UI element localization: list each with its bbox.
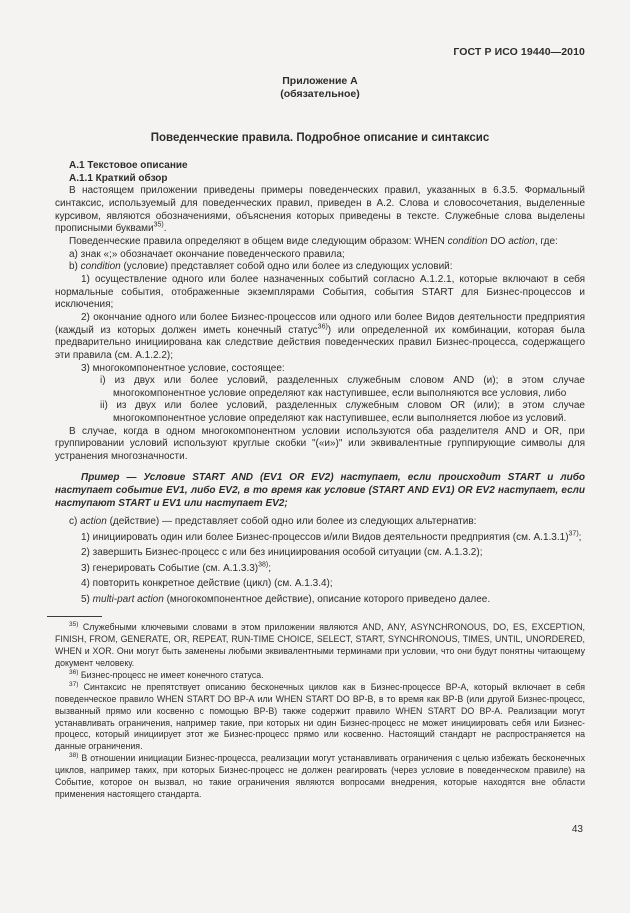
appendix-subtitle: (обязательное) — [280, 88, 360, 100]
footnote-38: $^{38)}$ В отношении инициации Бизнес-процесса, реализации могут устанавливать ограничения с целью избежать бесконечных циклов, например таких, при которых Бизнес-процесс не должен реагировать (через условие в поведенческом правиле) на Событие, которое он вызвал, но такие ограничения являются вопросами внедрения, которые находятся вне области применения настоящего стандарта. — [55, 752, 585, 799]
list-item-c: с) action (действие) — представляет собой одно или более из следующих альтернатив: — [69, 516, 477, 528]
section-heading-a1: А.1 Текстовое описание — [69, 160, 188, 171]
rule-definition-paragraph: Поведенческие правила определяют в общем виде следующим образом: WHEN condition DO action, где: — [69, 235, 558, 247]
list-item-c1: 1) инициировать один или более Бизнес-процессов и/или Видов деятельности предприятия (см. А.1.3.1)$^{37)}$; — [81, 530, 582, 543]
list-item-b2: 2) окончание одного или более Бизнес-процессов или одного или более Видов деятельности предприятия (каждый из которых должен иметь конечный статус$^{36)}$) или определенной их комбинации, которая была предварительно инициирована как следствие действия поведенческих правил Бизнес-процесса, содержащего эти правила (см. А.1.2.2); — [55, 311, 585, 361]
list-item-c2: 2) завершить Бизнес-процесс с или без инициирования особой ситуации (см. А.1.3.2); — [81, 547, 483, 559]
list-item-b3-i: i) из двух или более условий, разделенных служебным словом AND (и); в этом случае многокомпонентное условие определяют как наступившее, если выполняются все условия, либо — [100, 375, 585, 399]
list-item-c4: 4) повторить конкретное действие (цикл) (см. А.1.3.4); — [81, 578, 333, 590]
list-item-b1: 1) осуществление одного или более назначенных событий согласно А.1.2.1, которые включают в себя нормальные события, отображенные экземплярами События, события START для Бизнес-процессов и исключения; — [55, 273, 585, 311]
page-title: Поведенческие правила. Подробное описание и синтаксис — [150, 132, 490, 144]
footnote-marker: 35) — [69, 621, 79, 629]
footnote-36: $^{36)}$ Бизнес-процесс не имеет конечного статуса. — [69, 668, 264, 680]
page-number: 43 — [571, 824, 583, 835]
footnote-marker: 37) — [69, 680, 79, 688]
body-text — [55, 160, 585, 606]
footnote-37: $^{37)}$ Синтаксис не препятствует описанию бесконечных циклов как в Бизнес-процессе ВР-А, который включает в себя поведенческое правило WHEN START DO ВР-А или WHEN START DO ВР-В, в то время как ВР-В (или другой Бизнес-процесс, вызванный прямо или косвенно с помощью ВР-В) также содержит правило WHEN START DO ВР-А. Реализации могут устанавливать ограничения, например такие, при которых ни один Бизнес-процесс не может инициировать себя или Бизнес-процесс, который инициирует этот же Бизнес-процесс прямо или косвенно. Настоящий стандарт не распространяется на данные ограничения. — [55, 680, 585, 752]
grouping-paragraph: В случае, когда в одном многокомпонентном условии используются оба разделителя AND и OR, при группировании условий используют круглые скобки "(«и»)" или эквивалентные группирующие символы для устранения многозначности. — [55, 425, 585, 463]
appendix-title: Приложение А — [282, 75, 358, 87]
list-item-b3: 3) многокомпонентное условие, состоящее: — [81, 362, 285, 374]
example-paragraph: Пример — Условие START AND (EV1 OR EV2) наступает, если происходит START и либо наступает событие EV1, либо EV2, в то время как условие (START AND EV1) OR EV2 наступает, если наступают START и EV1 или наступает EV2; — [55, 471, 585, 510]
list-item-c5: 5) multi-part action (многокомпонентное действие), описание которого приведено далее. — [81, 593, 491, 605]
list-item-a: а) знак «;» обозначает окончание поведенческого правила; — [69, 248, 345, 260]
footnote-marker: 36) — [69, 668, 79, 676]
footnote-35: $^{35)}$ Служебными ключевыми словами в этом приложении являются AND, ANY, ASYNCHRONOUS, DO, ES, EXCEPTION, FINISH, FROM, GENERATE, OR, REPEAT, RUN-TIME CHOICE, SELECT, START, SYNCHRONOUS, TIMES, UNTIL, UNORDERED, WHEN и XOR. Они могут быть заменены любыми эквивалентными терминами при условии, что они будут понятны читающему документ человеку. — [55, 621, 585, 668]
section-heading-a11: А.1.1 Краткий обзор — [69, 172, 168, 184]
footnote-marker: 38) — [69, 752, 79, 760]
footnote-separator — [47, 616, 102, 617]
list-item-b: b) condition (условие) представляет собой одно или более из следующих условий: — [69, 261, 453, 273]
footnotes-block — [55, 622, 585, 801]
intro-paragraph: В настоящем приложении приведены примеры поведенческих правил, указанных в 6.3.5. Формальный синтаксис, используемый для поведенческих правил, приведен в А.2. Слова и словосочетания, выделенные курсивом, являются обозначениями, объяснения которых приведены в тексте. Служебные слова выделены прописными буквами$^{35)}$. — [55, 185, 585, 235]
list-item-c3: 3) генерировать Событие (см. А.1.3.3)$^{38)}$; — [81, 561, 272, 574]
list-item-b3-ii: ii) из двух или более условий, разделенных служебным словом OR (или); в этом случае многокомпонентное условие определяют как наступившее, если выполняется любое из условий. — [100, 400, 585, 425]
doc-number: ГОСТ Р ИСО 19440—2010 — [453, 46, 585, 58]
